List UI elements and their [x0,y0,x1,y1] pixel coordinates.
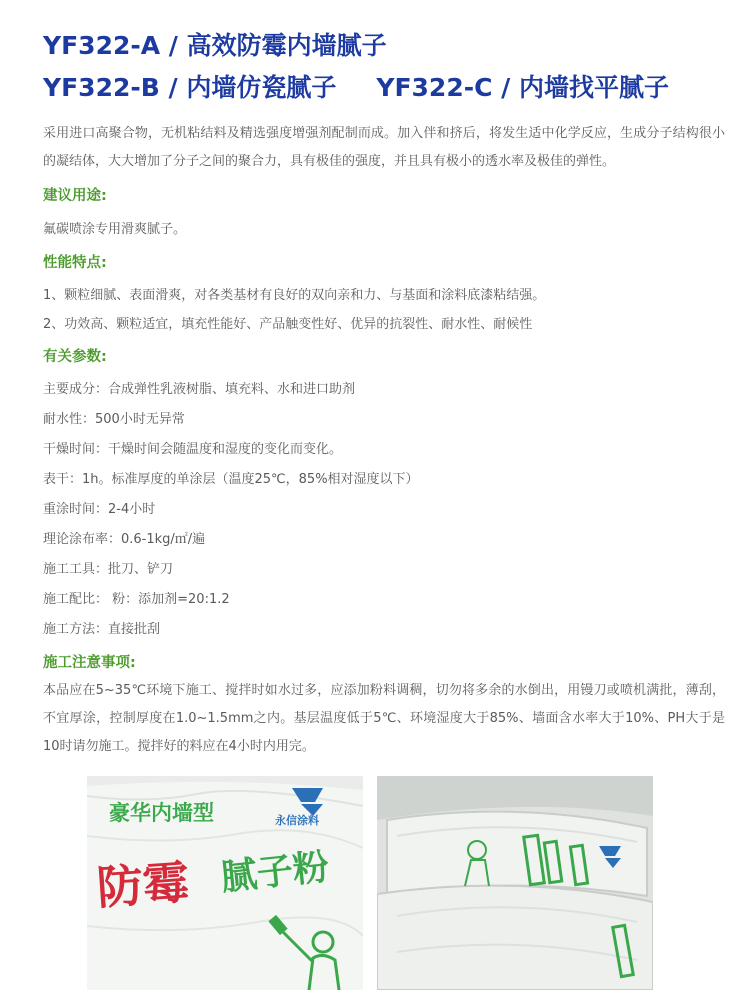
param-item: 干燥时间：干燥时间会随温度和湿度的变化而变化。 [43,442,343,457]
title-c: YF322-C / 内墙找平腻子 [376,73,669,102]
param-item: 理论涂布率：0.6-1kg/㎡/遍 [43,532,206,547]
intro-paragraph: 采用进口高聚合物，无机粘结料及精选强度增强剂配制而成。加入伴和挤后，将发生适中化学反应，生成分子结构很小的凝结体，大大增加了分子之间的聚合力，具有极佳的强度，并且具有极小的透水率及极佳的弹性。 [43,126,725,169]
param-item: 耐水性：500小时无异常 [43,412,185,427]
usage-heading: 建议用途: [43,188,107,204]
param-item: 施工配比： 粉：添加剂=20:1.2 [43,592,230,607]
param-item: 施工方法：直接批刮 [43,622,161,637]
usage-text: 氟碳喷涂专用滑爽腻子。 [43,222,187,237]
feature-item: 1、颗粒细腻、表面滑爽，对各类基材有良好的双向亲和力、与基面和涂料底漆粘结强。 [43,288,546,303]
title-line-1 [43,26,387,62]
bag-logo-text: 永信涂料 [275,814,319,827]
param-item: 主要成分：合成弹性乳液树脂、填充料、水和进口助剂 [43,382,356,397]
title-line-2 [43,68,669,104]
title-b: YF322-B / 内墙仿瓷腻子 [43,73,337,102]
param-item: 重涂时间：2-4小时 [43,502,156,517]
param-item: 表干：1h。标准厚度的单涂层（温度25℃，85%相对湿度以下） [43,472,419,487]
bag-product-green-text: 腻子粉 [219,845,331,899]
param-item: 施工工具：批刀、铲刀 [43,562,174,577]
title-a: YF322-A / 高效防霉内墙腻子 [43,31,387,60]
params-heading: 有关参数: [43,349,107,365]
notes-heading: 施工注意事项: [43,655,136,671]
feature-item: 2、功效高、颗粒适宜，填充性能好、产品触变性好、优异的抗裂性、耐水性、耐候性 [43,317,533,332]
notes-paragraph: 本品应在5~35℃环境下施工、搅拌时如水过多，应添加粉料调稠，切勿将多余的水倒出，用镘刀或喷机满批，薄刮，不宜厚涂，控制厚度在1.0~1.5mm之内。基层温度低于5℃、环境湿度大于85%、墙面含水率大于10%、PH大于是10时请勿施工。搅拌好的料应在4小时内用完。 [43,683,725,754]
features-heading: 性能特点: [43,255,107,271]
bag-brand-top-text: 豪华内墙型 [109,801,214,825]
product-bags-stack-photo [377,776,653,990]
bag-product-red-text: 防霉 [95,854,191,916]
product-bag-photo-closeup [87,776,363,990]
